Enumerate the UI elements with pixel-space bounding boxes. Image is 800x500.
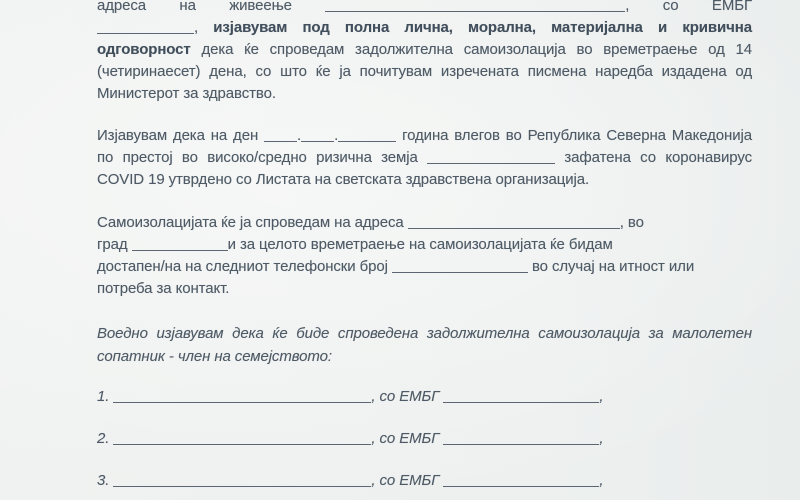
risk-country-label: по престој во високо/средно ризична земја [97, 149, 418, 166]
city-label: град [97, 236, 128, 253]
companion-2-embg-blank [443, 432, 599, 445]
companion-3-name-blank [113, 474, 371, 487]
isolation-address-paragraph [97, 212, 752, 300]
companion-1-name-blank [113, 390, 371, 403]
responsibility-bold-text: одговорност [97, 41, 191, 58]
item-number: 3. [97, 472, 110, 489]
text-line-entry-date [97, 125, 752, 147]
text-line-covid-who [97, 169, 752, 191]
companion-embg-label: , со ЕМБГ [371, 430, 440, 447]
declaration-intro-paragraph [97, 0, 752, 105]
companion-list-item-3 [97, 470, 752, 492]
declaration-bold-text: изјавувам под полна лична, морална, материјална и кривична [213, 19, 752, 36]
comma-text: , [599, 388, 604, 405]
text-line-address [97, 0, 752, 17]
ministry-text: Министерот за здравство. [97, 85, 276, 102]
entry-day-blank [264, 129, 297, 142]
comma-text: , [599, 472, 604, 489]
date-dot: . [297, 127, 302, 144]
text-line-ministry [97, 83, 752, 105]
text-line-responsibility [97, 39, 752, 61]
entry-date-label: Изјавувам дека на ден [97, 127, 259, 144]
in-city-text: , во [619, 214, 644, 231]
text-line-isolation-address [97, 212, 752, 234]
companion-embg-label: , со ЕМБГ [371, 472, 440, 489]
covid-who-text: COVID 19 утврдено со Листата на светската здравствена организација. [97, 171, 590, 188]
comma-text: , [194, 19, 199, 36]
companion-3-embg-blank [443, 474, 599, 487]
minor-companion-paragraph [97, 322, 752, 368]
embg-label: , со ЕМБГ [625, 0, 752, 14]
contact-text: потреба за контакт. [97, 280, 230, 297]
city-blank [132, 238, 228, 251]
text-line-family-member [97, 345, 752, 368]
home-address-blank [325, 0, 625, 12]
family-member-text: сопатник - член на семејството: [97, 348, 332, 365]
text-line-minor-declaration [97, 322, 752, 345]
companion-embg-label: , со ЕМБГ [371, 388, 440, 405]
phone-number-blank [392, 260, 528, 273]
isolation-address-label: Самоизолацијата ќе ја спроведам на адреса [97, 214, 404, 231]
companion-list-item-2 [97, 428, 752, 450]
text-line-embg [97, 17, 752, 39]
fourteen-days-text: (четиринаесет) дена, со што ќе ја почитувам изречената писмена наредба издадена од [97, 63, 752, 80]
text-line-fourteen-days [97, 61, 752, 83]
embg-number-blank [97, 21, 194, 34]
item-number: 1. [97, 388, 110, 405]
text-line-phone [97, 256, 752, 278]
text-line-city [97, 234, 752, 256]
availability-text: и за целото времетраење на самоизолацијата ќе бидам [227, 236, 613, 253]
phone-label: достапен/на на следниот телефонски број [97, 258, 388, 275]
entry-year-blank [338, 129, 396, 142]
minor-declaration-text: Воедно изјавувам дека ќе биде спроведена задолжителна самоизолација за малолетен [97, 325, 752, 342]
address-label: адреса на живеење [97, 0, 292, 14]
isolation-address-blank [408, 216, 620, 229]
urgency-text: во случај на итност или [531, 258, 695, 275]
entry-month-blank [301, 129, 334, 142]
entry-country-text: година влегов во Република Северна Македонија [402, 127, 752, 144]
risk-country-blank [427, 151, 555, 164]
comma-text: , [599, 430, 604, 447]
item-number: 2. [97, 430, 110, 447]
companion-list [97, 386, 752, 492]
companion-list-item-1 [97, 386, 752, 408]
coronavirus-text: зафатена со коронавирус [564, 149, 752, 166]
entry-date-paragraph [97, 125, 752, 191]
isolation-duration-text: дека ќе спроведам задолжителна самоизолација во времетраење од 14 [201, 41, 752, 58]
companion-2-name-blank [113, 432, 371, 445]
text-line-contact [97, 278, 752, 300]
date-dot: . [334, 127, 339, 144]
document-content [97, 0, 752, 492]
companion-1-embg-blank [443, 390, 599, 403]
text-line-risk-country [97, 147, 752, 169]
